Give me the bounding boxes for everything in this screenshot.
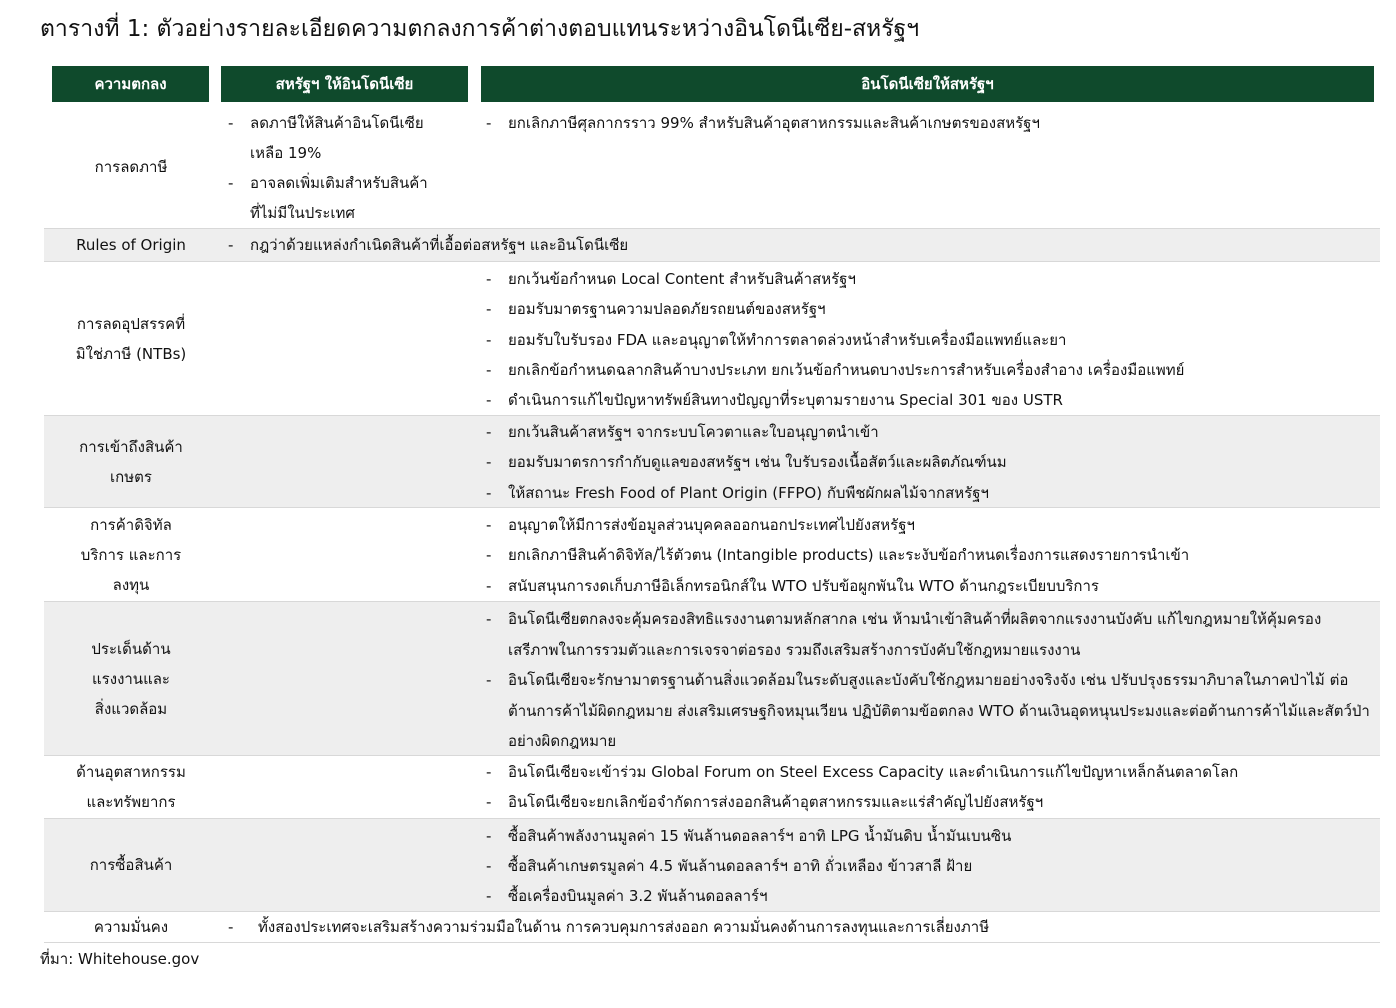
item-text: ดำเนินการแก้ไขปัญหาทรัพย์สินทางปัญญาที่ระบุตามรายงาน Special 301 ของ USTR: [508, 391, 1063, 409]
table-row-industry: [44, 756, 1380, 819]
category-label: ประเด็นด้าน: [91, 639, 171, 658]
table-row-labor-environment: [44, 602, 1380, 756]
category-label: ลงทุน: [112, 575, 150, 594]
table-row-digital-trade: [44, 508, 1380, 602]
item-text: ยกเลิกภาษีศุลกากรราว 99% สำหรับสินค้าอุตสาหกรรมและสินค้าเกษตรของสหรัฐฯ: [508, 114, 1040, 132]
bullet: -: [486, 887, 492, 905]
item-text: ยกเว้นข้อกำหนด Local Content สำหรับสินค้าสหรัฐฯ: [508, 270, 856, 288]
item-text: ทั้งสองประเทศจะเสริมสร้างความร่วมมือในด้าน การควบคุมการส่งออก ความมั่นคงด้านการลงทุนและการเลี่ยงภาษี: [258, 918, 990, 936]
category-label: การซื้อสินค้า: [89, 856, 173, 874]
category-label: และทรัพยากร: [86, 793, 176, 811]
item-text: ยกเลิกข้อกำหนดฉลากสินค้าบางประเภท ยกเว้นข้อกำหนดบางประการสำหรับเครื่องสำอาง เครื่องมือแพทย์: [508, 361, 1185, 379]
item-text: อนุญาตให้มีการส่งข้อมูลส่วนบุคคลออกนอกประเทศไปยังสหรัฐฯ: [508, 516, 915, 534]
table-row-agriculture: [44, 416, 1380, 508]
item-text: ซื้อสินค้าเกษตรมูลค่า 4.5 พันล้านดอลลาร์ฯ อาทิ ถั่วเหลือง ข้าวสาลี ฝ้าย: [508, 857, 973, 875]
category-cell: [44, 819, 218, 911]
bullet: -: [486, 270, 492, 288]
category-label: การค้าดิจิทัล: [90, 515, 172, 534]
item-text: อินโดนีเซียจะเข้าร่วม Global Forum on Steel Excess Capacity และดำเนินการแก้ไขปัญหาเหล็กล้นตลาดโลก: [508, 763, 1239, 781]
category-label: ด้านอุตสาหกรรม: [76, 763, 186, 781]
item-text: ให้สถานะ Fresh Food of Plant Origin (FFPO) กับพืชผักผลไม้จากสหรัฐฯ: [508, 484, 989, 502]
bullet: -: [486, 300, 492, 318]
table-row-security: [44, 912, 1380, 943]
item-text: อินโดนีเซียตกลงจะคุ้มครองสิทธิแรงงานตามหลักสากล เช่น ห้ามนำเข้าสินค้าที่ผลิตจากแรงงานบังคับ แก้ไขกฎหมายให้คุ้มครองเสรีภาพในการรวมตัวและการเจรจาต่อรอง รวมถึงเสริมสร้างการบังคับใช้กฎหมายแรงงาน: [508, 610, 1322, 659]
bullet: -: [486, 763, 492, 781]
category-label: มิใช่ภาษี (NTBs): [75, 344, 187, 363]
item-text: ยอมรับมาตรการกำกับดูแลของสหรัฐฯ เช่น ใบรับรองเนื้อสัตว์และผลิตภัณฑ์นม: [508, 453, 1007, 471]
item-text: สนับสนุนการงดเก็บภาษีอิเล็กทรอนิกส์ใน WTO ปรับข้อผูกพันใน WTO ด้านกฎระเบียบบริการ: [508, 577, 1099, 595]
bullet: -: [486, 793, 492, 811]
item-text: ที่ไม่มีในประเทศ: [250, 204, 355, 222]
bullet: -: [486, 453, 492, 471]
bullet: -: [228, 918, 234, 936]
item-text: กฎว่าด้วยแหล่งกำเนิดสินค้าที่เอื้อต่อสหรัฐฯ และอินโดนีเซีย: [250, 236, 629, 254]
category-cell: [44, 912, 218, 942]
bullet: -: [486, 114, 492, 132]
category-label: แรงงานและ: [92, 669, 170, 688]
table-row-rules-of-origin: [44, 229, 1380, 262]
item-text: ซื้อสินค้าพลังงานมูลค่า 15 พันล้านดอลลาร์ฯ อาทิ LPG น้ำมันดิบ น้ำมันเบนซิน: [508, 827, 1012, 845]
bullet: -: [486, 361, 492, 379]
bullet: -: [228, 174, 234, 192]
item-text: อาจลดเพิ่มเติมสำหรับสินค้า: [250, 174, 428, 192]
bullet: -: [486, 577, 492, 595]
bullet: -: [486, 857, 492, 875]
item-text: ยกเว้นสินค้าสหรัฐฯ จากระบบโควตาและใบอนุญาตนำเข้า: [508, 423, 879, 441]
item-text: ซื้อเครื่องบินมูลค่า 3.2 พันล้านดอลลาร์ฯ: [508, 887, 768, 905]
table-row-tariff: [44, 106, 1380, 229]
bullet: -: [486, 610, 492, 628]
header-indonesia-to-us: อินโดนีเซียให้สหรัฐฯ: [481, 66, 1374, 102]
bullet: -: [486, 671, 492, 689]
item-text: ยอมรับใบรับรอง FDA และอนุญาตให้ทำการตลาดล่วงหน้าสำหรับเครื่องมือแพทย์และยา: [508, 331, 1067, 349]
category-label: การลดภาษี: [94, 158, 168, 176]
category-cell: [44, 602, 218, 755]
bullet: -: [486, 546, 492, 564]
bullet: -: [486, 827, 492, 845]
category-label: Rules of Origin: [76, 236, 186, 254]
category-label: บริการ และการ: [80, 545, 182, 564]
category-cell: [44, 416, 218, 507]
category-label: เกษตร: [110, 467, 152, 486]
item-text: ยกเลิกภาษีสินค้าดิจิทัล/ไร้ตัวตน (Intangible products) และระงับข้อกำหนดเรื่องการแสดงรายการนำเข้า: [508, 546, 1190, 564]
category-cell: [44, 262, 218, 415]
category-cell: [44, 508, 218, 601]
item-text: อินโดนีเซียจะรักษามาตรฐานด้านสิ่งแวดล้อมในระดับสูงและบังคับใช้กฎหมายอย่างจริงจัง เช่น ปรับปรุงธรรมาภิบาลในภาคป่าไม้ ต่อต้านการค้าไม้ผิดกฎหมาย ส่งเสริมเศรษฐกิจหมุนเวียน ปฏิบัติตามข้อตกลง WTO ด้านเงินอุดหนุนประมงและต่อต้านการค้าไม้และสัตว์ป่าอย่างผิดกฎหมาย: [508, 671, 1370, 750]
bullet: -: [486, 331, 492, 349]
header-agreement: ความตกลง: [52, 66, 209, 102]
bullet: -: [486, 423, 492, 441]
bullet: -: [486, 391, 492, 409]
category-cell: [44, 106, 218, 228]
category-label: การเข้าถึงสินค้า: [79, 437, 183, 456]
category-cell: [44, 756, 218, 818]
bullet: -: [228, 114, 234, 132]
item-text: อินโดนีเซียจะยกเลิกข้อจำกัดการส่งออกสินค้าอุตสาหกรรมและแร่สำคัญไปยังสหรัฐฯ: [508, 793, 1044, 811]
category-cell: [44, 229, 218, 261]
item-text: ยอมรับมาตรฐานความปลอดภัยรถยนต์ของสหรัฐฯ: [508, 300, 826, 318]
table-row-ntbs: [44, 262, 1380, 416]
category-label: ความมั่นคง: [93, 918, 169, 936]
item-text: เหลือ 19%: [250, 144, 322, 162]
bullet: -: [486, 516, 492, 534]
table-row-purchases: [44, 819, 1380, 912]
category-label: การลดอุปสรรคที่: [76, 314, 186, 333]
bullet: -: [486, 484, 492, 502]
bullet: -: [228, 236, 234, 254]
header-us-to-indonesia: สหรัฐฯ ให้อินโดนีเซีย: [221, 66, 468, 102]
category-label: สิ่งแวดล้อม: [94, 699, 168, 718]
table-title: ตารางที่ 1: ตัวอย่างรายละเอียดความตกลงการค้าต่างตอบแทนระหว่างอินโดนีเซีย-สหรัฐฯ: [40, 16, 920, 42]
source-note: ที่มา: Whitehouse.gov: [40, 950, 200, 968]
item-text: ลดภาษีให้สินค้าอินโดนีเซีย: [250, 114, 424, 132]
